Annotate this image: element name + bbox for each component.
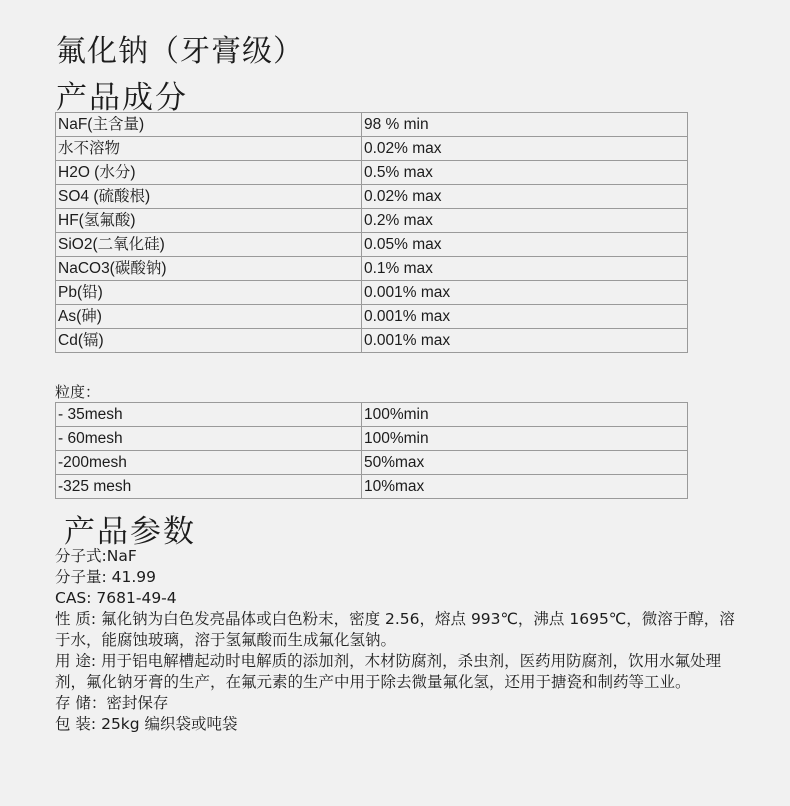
row-value-cell: 0.02% max [362,137,688,161]
molecular-formula: 分子式:NaF [55,547,137,565]
row-item-cell: SO4 (硫酸根) [56,185,362,209]
table-row [56,113,688,137]
uses-text: 用 途: 用于铝电解槽起动时电解质的添加剂，木材防腐剂，杀虫剂，医药用防腐剂，饮用水氟处理剂，氟化钠牙膏的生产，在氟元素的生产中用于除去微量氟化氢，还用于搪瓷和制药等工业。 [55,652,722,691]
properties-text: 性 质: 氟化钠为白色发亮晶体或白色粉末，密度 2.56，熔点 993℃，沸点 1695℃，微溶于醇，溶于水，能腐蚀玻璃，溶于氢氟酸而生成氟化氢钠。 [55,610,735,649]
row-item-cell: As(砷) [56,305,362,329]
table-row [56,137,688,161]
row-item-cell: NaCO3(碳酸钠) [56,257,362,281]
row-value-cell: 0.1% max [362,257,688,281]
page-title: 氟化钠（牙膏级） [56,34,304,69]
row-value-cell: 0.2% max [362,209,688,233]
table-row [56,475,688,499]
particle-size-table-body [56,403,688,499]
table-row [56,305,688,329]
table-row [56,209,688,233]
row-value-cell: 98 % min [362,113,688,137]
row-value-cell: 0.001% max [362,281,688,305]
table-row [56,161,688,185]
row-item-cell: Pb(铅) [56,281,362,305]
row-item-cell: -325 mesh [56,475,362,499]
table-row [56,233,688,257]
row-value-cell: 0.001% max [362,305,688,329]
composition-table-body [56,113,688,353]
row-value-cell: 10%max [362,475,688,499]
parameters-block [55,546,745,735]
row-item-cell: - 60mesh [56,427,362,451]
composition-heading: 产品成分 [56,80,188,116]
row-item-cell: Cd(镉) [56,329,362,353]
row-value-cell: 100%min [362,427,688,451]
row-item-cell: HF(氢氟酸) [56,209,362,233]
table-row [56,403,688,427]
row-value-cell: 50%max [362,451,688,475]
row-value-cell: 0.02% max [362,185,688,209]
row-value-cell: 0.5% max [362,161,688,185]
row-item-cell: H2O (水分) [56,161,362,185]
row-item-cell: SiO2(二氧化硅) [56,233,362,257]
table-row [56,451,688,475]
row-value-cell: 0.05% max [362,233,688,257]
particle-size-table [55,402,688,499]
row-value-cell: 0.001% max [362,329,688,353]
row-value-cell: 100%min [362,403,688,427]
row-item-cell: -200mesh [56,451,362,475]
cas-number: CAS: 7681-49-4 [55,589,177,607]
row-item-cell: - 35mesh [56,403,362,427]
row-item-cell: NaF(主含量) [56,113,362,137]
parameters-heading: 产品参数 [64,514,196,550]
table-row [56,257,688,281]
molecular-weight: 分子量: 41.99 [55,568,157,586]
particle-size-label: 粒度： [55,383,101,401]
row-item-cell: 水不溶物 [56,137,362,161]
packaging-text: 包 装: 25kg 编织袋或吨袋 [55,715,238,733]
table-row [56,185,688,209]
composition-table [55,112,688,353]
table-row [56,427,688,451]
table-row [56,329,688,353]
storage-text: 存 储：密封保存 [55,694,169,712]
table-row [56,281,688,305]
